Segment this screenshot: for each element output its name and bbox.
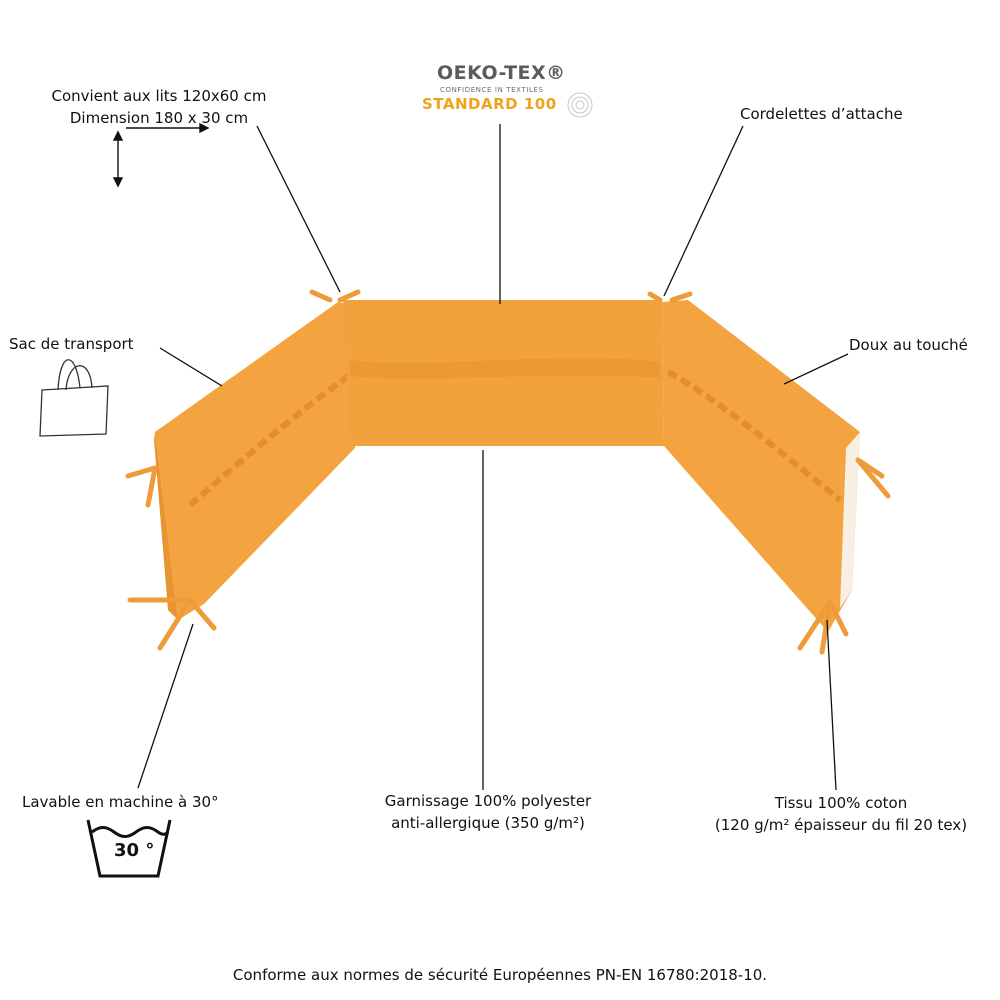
size-line1: Convient aux lits 120x60 cm [51, 87, 267, 105]
wash-temp: 30 ° [114, 840, 155, 861]
oeko-tex-tagline: CONFIDENCE IN TEXTILES [440, 86, 544, 94]
oeko-tex-logo: OEKO-TEX® [437, 62, 566, 84]
footer-compliance: Conforme aux normes de sécurité Européennes PN-EN 16780:2018-10. [232, 966, 768, 984]
fabric-line1: Tissu 100% coton [774, 794, 908, 812]
size-label [36, 85, 282, 129]
soft-label: Doux au touché [849, 336, 968, 354]
bag-label: Sac de transport [9, 335, 134, 353]
filling-line1: Garnissage 100% polyester [384, 792, 592, 810]
washable-label: Lavable en machine à 30° [22, 793, 219, 811]
oeko-flower-icon [568, 93, 592, 117]
tote-bag-icon [40, 360, 108, 436]
filling-line2: anti-allergique (350 g/m²) [391, 814, 585, 832]
ties-label: Cordelettes d’attache [740, 105, 903, 123]
fabric-label [690, 792, 992, 836]
fabric-line2: (120 g/m² épaisseur du fil 20 tex) [714, 816, 968, 834]
arrows-icon [114, 124, 208, 186]
oeko-tex-standard: STANDARD 100 [422, 95, 557, 113]
size-line2: Dimension 180 x 30 cm [69, 109, 249, 127]
filling-label [360, 790, 616, 834]
